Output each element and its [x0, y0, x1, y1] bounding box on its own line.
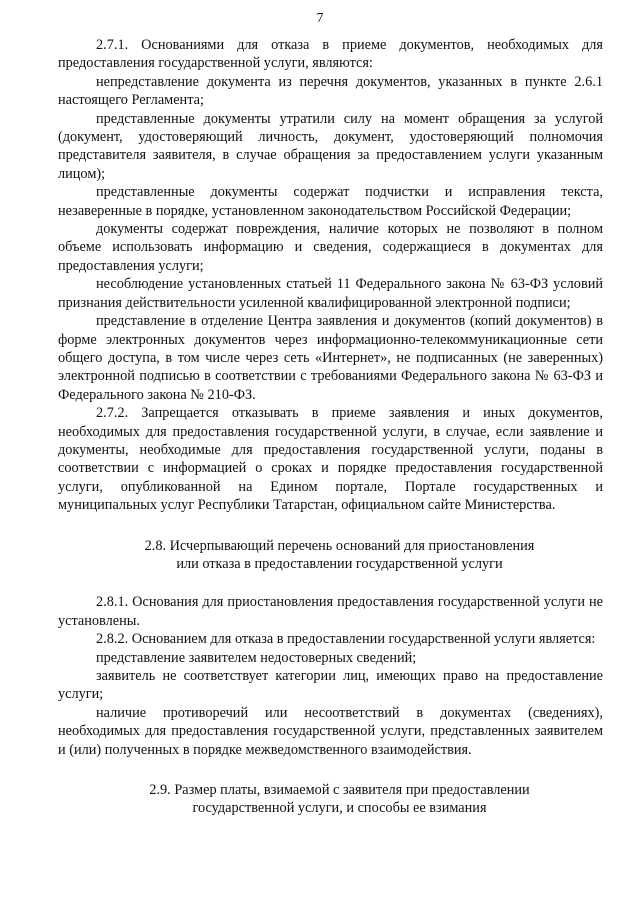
section-heading-line: или отказа в предоставлении государственной услуги: [176, 555, 503, 572]
section-heading-line: 2.8. Исчерпывающий перечень оснований для приостановления: [144, 537, 535, 554]
list-item: представление заявителем недостоверных сведений;: [96, 649, 417, 666]
document-body: [58, 36, 603, 838]
paragraph-2-8-2: 2.8.2. Основанием для отказа в предоставлении государственной услуги является:: [96, 631, 596, 648]
page-number: 7: [316, 11, 324, 26]
list-item: заявитель не соответствует категории лиц, имеющих право на предоставление услуги;: [58, 668, 603, 703]
paragraph-2-7-2: 2.7.2. Запрещается отказывать в приеме заявления и иных документов, необходимых для предоставления государственной услуги, в случае, если заявление и документы, необходимые для предоставления государственной услуги, поданы в соответствии с информацией о сроках и порядке предоставления государственной услуги, опубликованной на Едином портале, Портале государственных и муниципальных услуг Республики Татарстан, официальном сайте Министерства.: [58, 405, 603, 514]
list-item: представленные документы содержат подчистки и исправления текста, незаверенные в порядке, установленном законодательством Российской Федерации;: [58, 184, 603, 219]
section-heading-line: государственной услуги, и способы ее взимания: [192, 800, 487, 817]
paragraph-2-8-1: 2.8.1. Основания для приостановления предоставления государственной услуги не установлены.: [58, 594, 603, 629]
section-heading-2-9: [58, 781, 603, 818]
list-item: наличие противоречий или несоответствий в документах (сведениях), необходимых для предоставления государственной услуги, представленных заявителем и (или) полученных в порядке межведомственного взаимодействия.: [58, 704, 603, 758]
list-item: представление в отделение Центра заявления и документов (копий документов) в форме электронных документов через информационно-телекоммуникационные сети общего доступа, в том числе через сеть «Интернет», не подписанных (не заверенных) электронной подписью в соответствии с требованиями Федерального закона № 63-ФЗ и Федерального закона № 210-ФЗ.: [58, 313, 603, 403]
section-heading-line: 2.9. Размер платы, взимаемой с заявителя при предоставлении: [149, 782, 530, 799]
list-item: документы содержат повреждения, наличие которых не позволяют в полном объеме использовать информацию и сведения, содержащиеся в документах для предоставления услуги;: [58, 221, 603, 274]
list-item: непредставление документа из перечня документов, указанных в пункте 2.6.1 настоящего Регламента;: [58, 73, 603, 109]
section-heading-2-8: [58, 537, 603, 574]
paragraph-2-7-1: 2.7.1. Основаниями для отказа в приеме документов, необходимых для предоставления государственной услуги, являются:: [58, 37, 603, 72]
list-item: несоблюдение установленных статьей 11 Федерального закона № 63-ФЗ условий признания действительности усиленной квалифицированной электронной подписи;: [58, 276, 603, 311]
list-item: представленные документы утратили силу на момент обращения за услугой (документ, удостоверяющий личность, документ, удостоверяющий полномочия представителя заявителя, в случае обращения за предоставлением услуги указанным лицом);: [58, 110, 603, 182]
